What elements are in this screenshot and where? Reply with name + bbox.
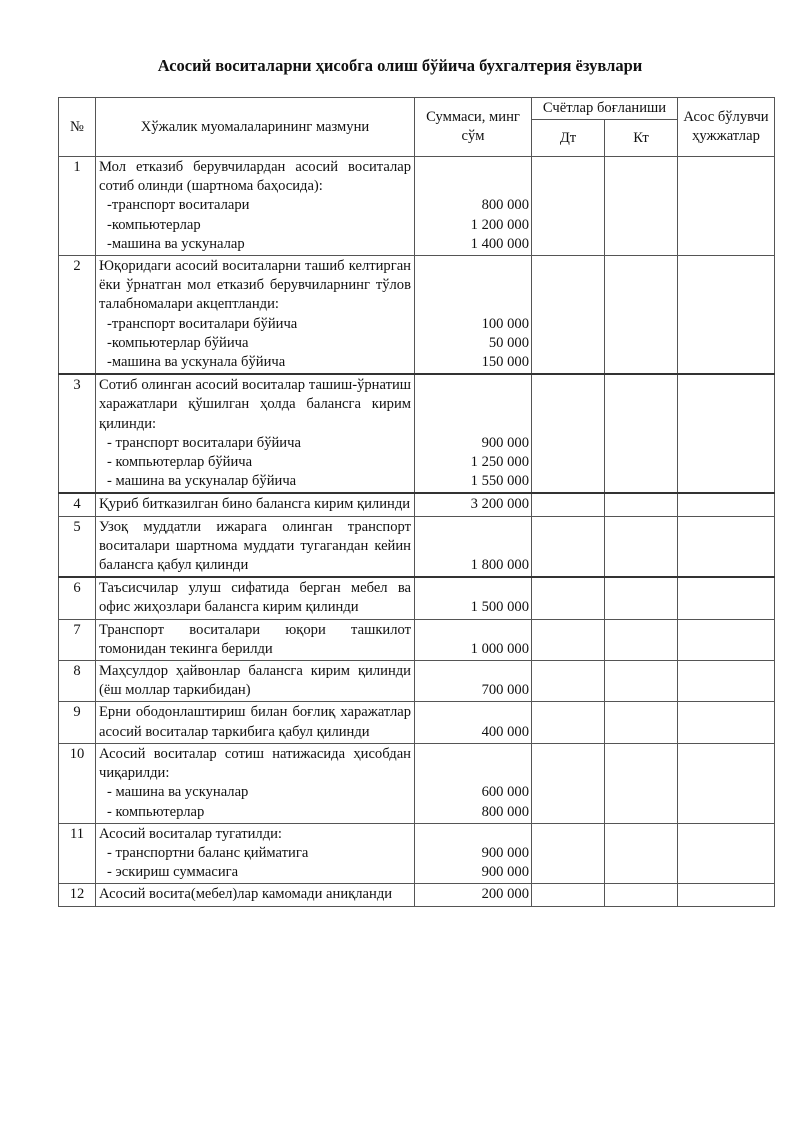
credit-cell: [605, 702, 678, 743]
table-row: [59, 884, 775, 906]
docs-cell: [678, 823, 775, 884]
debit-cell: [532, 884, 605, 906]
docs-cell: [678, 256, 775, 375]
docs-cell: [678, 157, 775, 256]
credit-cell: [605, 619, 678, 660]
row-subitem: -компьютерлар бўйича: [107, 334, 249, 351]
credit-cell: [605, 823, 678, 884]
row-subitem: -компьютерлар: [107, 216, 201, 233]
debit-cell: [532, 577, 605, 619]
amount-value: 3 200 000: [470, 496, 529, 513]
debit-cell: [532, 516, 605, 577]
row-number: 11: [59, 823, 96, 884]
row-amount: [415, 493, 532, 516]
amount-value: 1 800 000: [470, 557, 529, 574]
header-amount: Суммаси, минг сўм: [415, 98, 532, 157]
docs-cell: [678, 743, 775, 823]
row-subitem: -машина ва ускуналар: [107, 235, 245, 252]
debit-cell: [532, 702, 605, 743]
amount-value: 800 000: [481, 803, 529, 820]
row-description-text: Сотиб олинган асосий воситалар ташиш-ўрнатиш харажатлари қўшилган ҳолда балансга кирим қилинди:: [99, 377, 411, 432]
table-row: [59, 374, 775, 493]
amount-value: 50 000: [488, 334, 529, 351]
docs-cell: [678, 493, 775, 516]
table-row: [59, 619, 775, 660]
row-amount: [415, 256, 532, 375]
row-number: 8: [59, 661, 96, 702]
docs-cell: [678, 661, 775, 702]
docs-cell: [678, 619, 775, 660]
amount-value: 1 250 000: [470, 454, 529, 471]
row-number: 12: [59, 884, 96, 906]
credit-cell: [605, 493, 678, 516]
row-amount: [415, 743, 532, 823]
row-number: 6: [59, 577, 96, 619]
row-number: 10: [59, 743, 96, 823]
debit-cell: [532, 256, 605, 375]
row-subitem: - машина ва ускуналар бўйича: [107, 473, 297, 490]
row-amount: [415, 157, 532, 256]
docs-cell: [678, 884, 775, 906]
row-subitem: -транспорт воситалари: [107, 197, 250, 214]
row-subitem: -машина ва ускунала бўйича: [107, 354, 286, 371]
row-number: 9: [59, 702, 96, 743]
row-description: [96, 256, 415, 375]
row-description: [96, 374, 415, 493]
row-subitem: - компьютерлар: [107, 803, 205, 820]
table-row: [59, 493, 775, 516]
row-description-text: Ерни ободонлаштириш билан боғлиқ харажатлар асосий воситалар таркибига қабул қилинди: [99, 704, 411, 740]
docs-cell: [678, 516, 775, 577]
table-row: [59, 157, 775, 256]
row-description-text: Маҳсулдор ҳайвонлар балансга кирим қилинди (ёш моллар таркибидан): [99, 663, 411, 699]
credit-cell: [605, 157, 678, 256]
row-description-text: Транспорт воситалари юқори ташкилот томонидан текинга берилди: [99, 621, 411, 657]
amount-value: 1 400 000: [470, 235, 529, 252]
debit-cell: [532, 157, 605, 256]
table-row: [59, 256, 775, 375]
amount-value: 1 200 000: [470, 216, 529, 233]
row-description: [96, 702, 415, 743]
page-title: Асосий воситаларни ҳисобга олиш бўйича бухгалтерия ёзувлари: [157, 56, 643, 75]
row-description-text: Узоқ муддатли ижарага олинган транспорт воситалари шартнома муддати тугагандан кейин балансга қабул қилинди: [99, 518, 411, 574]
debit-cell: [532, 619, 605, 660]
docs-cell: [678, 577, 775, 619]
table-row: [59, 516, 775, 577]
row-description: [96, 516, 415, 577]
header-debit: Дт: [532, 120, 605, 157]
row-subitem: - эскириш суммасига: [107, 864, 239, 881]
debit-cell: [532, 743, 605, 823]
docs-cell: [678, 374, 775, 493]
row-amount: [415, 884, 532, 906]
amount-value: 600 000: [481, 784, 529, 801]
amount-value: 800 000: [481, 197, 529, 214]
row-description-text: Асосий воситалар сотиш натижасида ҳисобдан чиқарилди:: [99, 745, 411, 782]
table-row: [59, 743, 775, 823]
credit-cell: [605, 374, 678, 493]
row-description: [96, 577, 415, 619]
credit-cell: [605, 577, 678, 619]
row-description-text: Таъсисчилар улуш сифатида берган мебел ва офис жиҳозлари балансга кирим қилинди: [99, 580, 411, 616]
credit-cell: [605, 661, 678, 702]
row-description-text: Асосий восита(мебел)лар камомади аниқланди: [99, 886, 393, 903]
header-number: №: [59, 98, 96, 157]
debit-cell: [532, 823, 605, 884]
debit-cell: [532, 374, 605, 493]
amount-value: 700 000: [481, 682, 529, 699]
row-amount: [415, 823, 532, 884]
row-amount: [415, 516, 532, 577]
row-amount: [415, 702, 532, 743]
amount-value: 1 550 000: [470, 473, 529, 490]
row-subitem: - транспорт воситалари бўйича: [107, 434, 301, 451]
header-docs: Асос бўлувчи ҳужжатлар: [678, 98, 775, 157]
row-description: [96, 661, 415, 702]
credit-cell: [605, 743, 678, 823]
row-subitem: - компьютерлар бўйича: [107, 454, 253, 471]
amount-value: 400 000: [481, 723, 529, 740]
row-description: [96, 619, 415, 660]
row-amount: [415, 619, 532, 660]
table-row: [59, 702, 775, 743]
credit-cell: [605, 256, 678, 375]
row-amount: [415, 374, 532, 493]
row-description-text: Мол етказиб берувчилардан асосий воситалар сотиб олинди (шартнома баҳосида):: [99, 159, 411, 195]
row-number: 7: [59, 619, 96, 660]
row-number: 4: [59, 493, 96, 516]
row-description-text: Асосий воситалар тугатилди:: [99, 825, 282, 842]
row-number: 2: [59, 256, 96, 375]
row-description: [96, 884, 415, 906]
row-subitem: - транспортни баланс қийматига: [107, 844, 309, 861]
amount-value: 900 000: [481, 864, 529, 881]
row-number: 3: [59, 374, 96, 493]
header-content: Хўжалик муомалаларининг мазмуни: [96, 98, 415, 157]
amount-value: 100 000: [481, 315, 529, 332]
ledger-table: [58, 97, 775, 907]
table-body: [59, 157, 775, 907]
header-accounts: Счётлар боғланиши: [532, 98, 678, 120]
row-subitem: - машина ва ускуналар: [107, 784, 249, 801]
amount-value: 200 000: [481, 886, 529, 903]
row-description-text: Юқоридаги асосий воситаларни ташиб келтирган ёки ўрнатган мол етказиб берувчиларнинг тўлов талабномалари акцептланди:: [99, 258, 411, 313]
row-description: [96, 493, 415, 516]
table-row: [59, 661, 775, 702]
credit-cell: [605, 884, 678, 906]
header-credit: Кт: [605, 120, 678, 157]
docs-cell: [678, 702, 775, 743]
credit-cell: [605, 516, 678, 577]
row-number: 5: [59, 516, 96, 577]
amount-value: 150 000: [481, 354, 529, 371]
amount-value: 900 000: [481, 434, 529, 451]
amount-value: 1 500 000: [470, 599, 529, 616]
amount-value: 900 000: [481, 844, 529, 861]
row-description-text: Қуриб битказилган бино балансга кирим қилинди: [99, 496, 411, 513]
row-subitem: -транспорт воситалари бўйича: [107, 315, 298, 332]
table-header: [59, 98, 775, 157]
row-description: [96, 157, 415, 256]
row-description: [96, 743, 415, 823]
table-row: [59, 823, 775, 884]
row-description: [96, 823, 415, 884]
debit-cell: [532, 493, 605, 516]
debit-cell: [532, 661, 605, 702]
table-row: [59, 577, 775, 619]
row-amount: [415, 661, 532, 702]
amount-value: 1 000 000: [470, 640, 529, 657]
row-amount: [415, 577, 532, 619]
row-number: 1: [59, 157, 96, 256]
